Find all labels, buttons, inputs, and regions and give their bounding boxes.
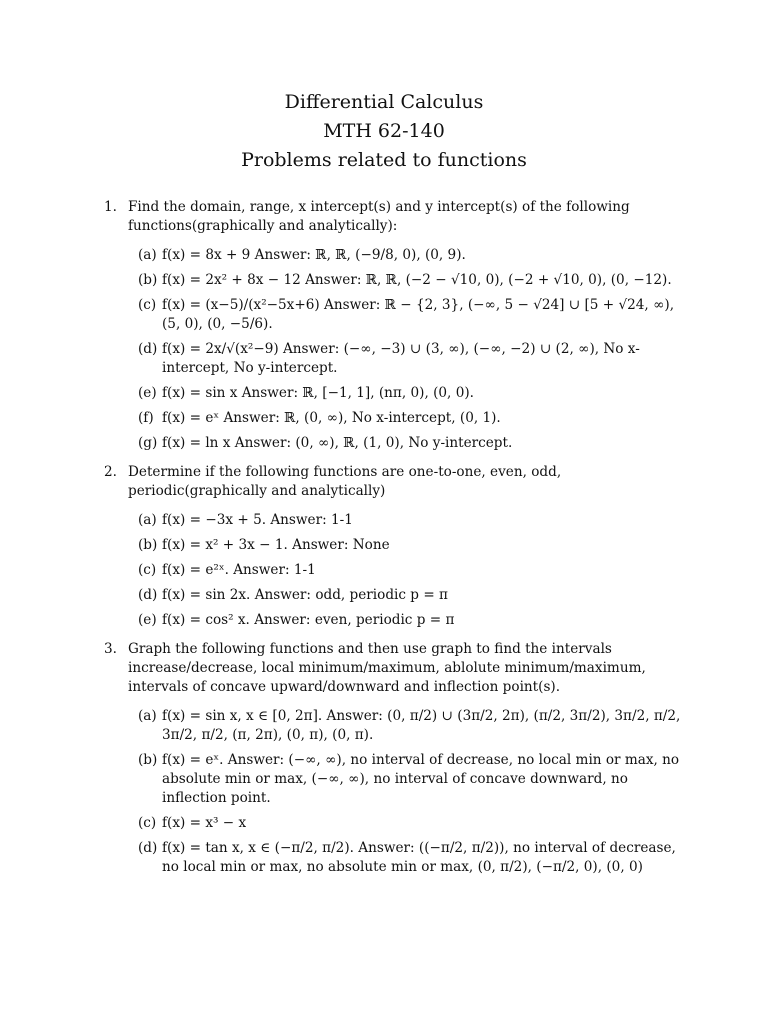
part-label: (b) (138, 272, 158, 288)
part-label: (c) (138, 562, 157, 578)
part-text: f(x) = sin x Answer: ℝ, [−1, 1], (nπ, 0), (0, 0). (162, 385, 474, 401)
problem-parts (128, 246, 684, 453)
problem-part (138, 296, 684, 334)
part-label: (a) (138, 512, 157, 528)
part-label: (e) (138, 612, 157, 628)
part-text: f(x) = ln x Answer: (0, ∞), ℝ, (1, 0), No y-intercept. (162, 435, 513, 451)
problem-part (138, 536, 684, 555)
problem-text: Find the domain, range, x intercept(s) and y intercept(s) of the following functions(graphically and analytically): (128, 199, 630, 234)
part-text: f(x) = (x−5)/(x²−5x+6) Answer: ℝ − {2, 3}, (−∞, 5 − √24] ∪ [5 + √24, ∞), (5, 0), (0, −5/6). (162, 297, 675, 332)
part-text: f(x) = eˣ. Answer: (−∞, ∞), no interval of decrease, no local min or max, no absolute min or max, (−∞, ∞), no interval of concave downward, no inflection point. (162, 752, 680, 806)
problem-part (138, 340, 684, 378)
problem-parts (128, 707, 684, 877)
problem-text: Determine if the following functions are one-to-one, even, odd, periodic(graphically and analytically) (128, 464, 562, 499)
problem-parts (128, 511, 684, 630)
problem-number: 3. (104, 641, 117, 657)
part-text: f(x) = 8x + 9 Answer: ℝ, ℝ, (−9/8, 0), (0, 9). (162, 247, 466, 263)
problem-2 (104, 463, 684, 630)
part-text: f(x) = 2x/√(x²−9) Answer: (−∞, −3) ∪ (3, ∞), (−∞, −2) ∪ (2, ∞), No x-intercept, No y-intercept. (162, 341, 640, 376)
problem-1 (104, 198, 684, 453)
part-label: (c) (138, 815, 157, 831)
part-text: f(x) = x² + 3x − 1. Answer: None (162, 537, 390, 553)
part-label: (g) (138, 435, 158, 451)
problem-part (138, 384, 684, 403)
part-label: (d) (138, 840, 158, 856)
part-label: (c) (138, 297, 157, 313)
part-text: f(x) = x³ − x (162, 815, 247, 831)
part-label: (a) (138, 708, 157, 724)
part-label: (b) (138, 752, 158, 768)
problem-part (138, 561, 684, 580)
part-label: (a) (138, 247, 157, 263)
part-label: (d) (138, 341, 158, 357)
part-text: f(x) = tan x, x ∈ (−π/2, π/2). Answer: ((−π/2, π/2)), no interval of decrease, no local min or max, no absolute min or max, (0, π/2), (−π/2, 0), (0, 0) (162, 840, 676, 875)
problem-part (138, 707, 684, 745)
course-title: Differential Calculus (284, 91, 484, 113)
problem-text: Graph the following functions and then use graph to find the intervals increase/decrease, local minimum/maximum, ablolute minimum/maximum, intervals of concave upward/downward and inflection point(s). (128, 641, 646, 695)
part-label: (f) (138, 410, 154, 426)
problem-part (138, 511, 684, 530)
part-text: f(x) = sin x, x ∈ [0, 2π]. Answer: (0, π/2) ∪ (3π/2, 2π), (π/2, 3π/2), 3π/2, π/2, 3π/2, π/2, (π, 2π), (0, π), (0, π). (162, 708, 681, 743)
problem-number: 2. (104, 464, 117, 480)
problem-part (138, 611, 684, 630)
problem-part (138, 839, 684, 877)
part-label: (b) (138, 537, 158, 553)
problem-part (138, 751, 684, 808)
problem-3 (104, 640, 684, 877)
problem-part (138, 434, 684, 453)
problem-part (138, 246, 684, 265)
part-label: (d) (138, 587, 158, 603)
part-text: f(x) = cos² x. Answer: even, periodic p = π (162, 612, 455, 628)
problem-set-title: Problems related to functions (241, 149, 527, 171)
part-text: f(x) = −3x + 5. Answer: 1-1 (162, 512, 353, 528)
problem-part (138, 814, 684, 833)
part-text: f(x) = eˣ Answer: ℝ, (0, ∞), No x-intercept, (0, 1). (162, 410, 501, 426)
part-text: f(x) = e²ˣ. Answer: 1-1 (162, 562, 316, 578)
title-block (0, 88, 768, 175)
problem-number: 1. (104, 199, 117, 215)
part-text: f(x) = sin 2x. Answer: odd, periodic p = π (162, 587, 448, 603)
course-code: MTH 62-140 (323, 120, 445, 142)
part-label: (e) (138, 385, 157, 401)
problem-part (138, 271, 684, 290)
problem-part (138, 586, 684, 605)
part-text: f(x) = 2x² + 8x − 12 Answer: ℝ, ℝ, (−2 − √10, 0), (−2 + √10, 0), (0, −12). (162, 272, 672, 288)
problem-part (138, 409, 684, 428)
problem-list (104, 198, 684, 883)
